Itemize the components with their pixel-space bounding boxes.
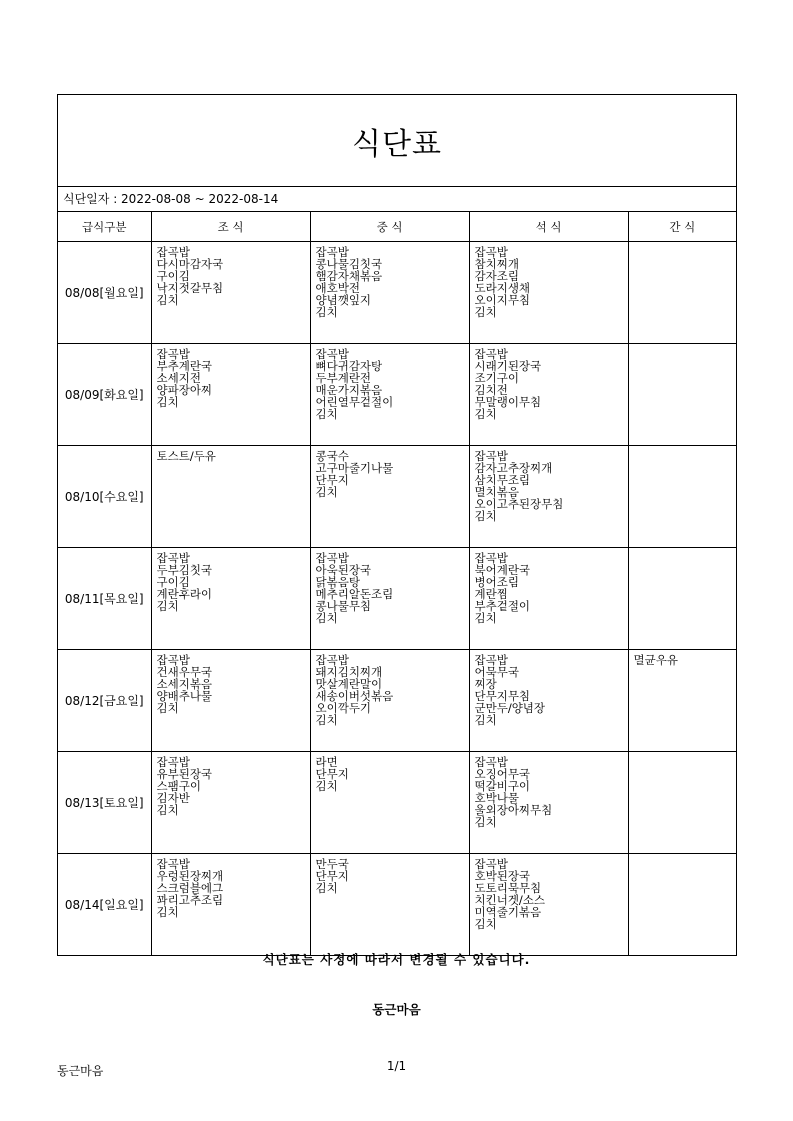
dish-item: 떡갈비구이: [474, 780, 531, 792]
dish-item: 김치: [315, 780, 338, 792]
dish-item: 병어조림: [474, 576, 519, 588]
breakfast-cell: [151, 344, 310, 446]
menu-table: [58, 212, 736, 955]
dish-item: 고구마줄기나물: [315, 462, 394, 474]
dish-item: 김치: [315, 882, 338, 894]
dish-item: 김치: [315, 612, 338, 624]
dish-item: 스크럼블에그: [156, 882, 224, 894]
lunch-cell: [310, 752, 469, 854]
dish-item: 만두국: [315, 858, 349, 870]
dish-item: 단무지: [315, 474, 349, 486]
dish-item: 잡곡밥: [156, 756, 190, 768]
snack-cell: [628, 242, 736, 344]
page-title: 식단표: [58, 95, 736, 187]
day-row: [58, 344, 736, 446]
period-tilde: ~: [190, 192, 209, 206]
dish-item: 김치: [474, 612, 497, 624]
header-lunch: 중 식: [310, 212, 469, 242]
day-row: [58, 854, 736, 956]
dish-item: 멸균우유: [633, 654, 678, 666]
breakfast-cell: [151, 548, 310, 650]
dish-item: 김치: [474, 510, 497, 522]
dish-item: 건새우무국: [156, 666, 213, 678]
dish-item: 꽈리고추조림: [156, 894, 224, 906]
period-label: 식단일자: [63, 192, 110, 206]
dish-item: 돼지김치찌개: [315, 666, 383, 678]
dish-item: 찌장: [474, 678, 497, 690]
dish-item: 콩나물김칫국: [315, 258, 383, 270]
dish-item: 오이지무침: [474, 294, 531, 306]
dish-item: 잡곡밥: [315, 552, 349, 564]
dish-item: 울외장아찌무침: [474, 804, 553, 816]
dish-item: 메추리알돈조림: [315, 588, 394, 600]
dish-item: 단무지: [315, 870, 349, 882]
dish-item: 감자고추장찌개: [474, 462, 553, 474]
dish-item: 계란찜: [474, 588, 508, 600]
dish-item: 매운가지볶음: [315, 384, 383, 396]
page-number: 1/1: [386, 1059, 407, 1073]
dish-item: 콩나물무침: [315, 600, 372, 612]
header-category: 급식구분: [58, 212, 151, 242]
dish-item: 오징어무국: [474, 768, 531, 780]
dish-item: 라면: [315, 756, 338, 768]
dish-item: 다시마감자국: [156, 258, 224, 270]
day-date: 08/14[일요일]: [58, 854, 151, 956]
dish-item: 잡곡밥: [156, 246, 190, 258]
dish-item: 맛살계란말이: [315, 678, 383, 690]
dish-item: 김치전: [474, 384, 508, 396]
dish-item: 콩국수: [315, 450, 349, 462]
breakfast-cell: [151, 446, 310, 548]
dish-item: 조기구이: [474, 372, 519, 384]
lunch-cell: [310, 854, 469, 956]
dish-item: 낙지젓갈무침: [156, 282, 224, 294]
dish-item: 새송이버섯볶음: [315, 690, 394, 702]
dish-item: 잡곡밥: [474, 348, 508, 360]
day-row: [58, 752, 736, 854]
dish-item: 구이김: [156, 576, 190, 588]
breakfast-cell: [151, 650, 310, 752]
dish-item: 잡곡밥: [156, 654, 190, 666]
dish-item: 김치: [474, 918, 497, 930]
dish-item: 오이깍두기: [315, 702, 372, 714]
snack-cell: [628, 752, 736, 854]
dinner-cell: [469, 752, 628, 854]
day-row: [58, 650, 736, 752]
dish-item: 어묵무국: [474, 666, 519, 678]
snack-cell: [628, 548, 736, 650]
snack-cell: [628, 344, 736, 446]
dish-item: 아욱된장국: [315, 564, 372, 576]
breakfast-cell: [151, 242, 310, 344]
day-date: 08/08[월요일]: [58, 242, 151, 344]
period-start: 2022-08-08: [121, 192, 191, 206]
dish-item: 감자조림: [474, 270, 519, 282]
breakfast-cell: [151, 854, 310, 956]
dish-item: 잡곡밥: [474, 450, 508, 462]
period-end: 2022-08-14: [208, 192, 279, 206]
dish-item: 부추겉절이: [474, 600, 531, 612]
dish-item: 잡곡밥: [156, 552, 190, 564]
dish-item: 애호박전: [315, 282, 360, 294]
dish-item: 김치: [315, 486, 338, 498]
dish-item: 잡곡밥: [474, 654, 508, 666]
lunch-cell: [310, 650, 469, 752]
header-snack: 간 식: [628, 212, 736, 242]
dish-item: 스팸구이: [156, 780, 201, 792]
dish-item: 김치: [156, 804, 179, 816]
change-notice: 식단표는 사정에 따라서 변경될 수 있습니다.: [262, 952, 531, 967]
dish-item: 김치: [474, 408, 497, 420]
dish-item: 도라지생채: [474, 282, 531, 294]
dish-item: 뼈다귀감자탕: [315, 360, 383, 372]
dish-item: 김치: [156, 294, 179, 306]
organization-name: 동근마음: [372, 1002, 421, 1017]
dish-item: 잡곡밥: [315, 348, 349, 360]
snack-cell: [628, 650, 736, 752]
lunch-cell: [310, 548, 469, 650]
dish-item: 두부계란전: [315, 372, 372, 384]
lunch-cell: [310, 446, 469, 548]
dinner-cell: [469, 344, 628, 446]
dish-item: 치킨너겟/소스: [474, 894, 546, 906]
dish-item: 군만두/양념장: [474, 702, 546, 714]
dish-item: 두부김칫국: [156, 564, 213, 576]
dish-item: 호박된장국: [474, 870, 531, 882]
dish-item: 유부된장국: [156, 768, 213, 780]
dinner-cell: [469, 854, 628, 956]
dish-item: 참치찌개: [474, 258, 519, 270]
dish-item: 잡곡밥: [315, 654, 349, 666]
dish-item: 김치: [315, 714, 338, 726]
lunch-cell: [310, 344, 469, 446]
day-row: [58, 242, 736, 344]
dish-item: 김치: [474, 714, 497, 726]
snack-cell: [628, 854, 736, 956]
dish-item: 시래기된장국: [474, 360, 542, 372]
header-breakfast: 조 식: [151, 212, 310, 242]
dish-item: 햄감자채볶음: [315, 270, 383, 282]
dish-item: 잡곡밥: [315, 246, 349, 258]
day-row: [58, 548, 736, 650]
dish-item: 계란후라이: [156, 588, 213, 600]
dish-item: 양파장아찌: [156, 384, 213, 396]
dish-item: 김치: [315, 306, 338, 318]
dish-item: 소세지전: [156, 372, 201, 384]
dish-item: 부추계란국: [156, 360, 213, 372]
dish-item: 단무지: [315, 768, 349, 780]
dish-item: 김치: [156, 396, 179, 408]
dish-item: 오이고추된장무침: [474, 498, 564, 510]
dish-item: 단무지무침: [474, 690, 531, 702]
dish-item: 어린열무겉절이: [315, 396, 394, 408]
dish-item: 닭볶음탕: [315, 576, 360, 588]
dish-item: 호박나물: [474, 792, 519, 804]
dish-item: 김치: [315, 408, 338, 420]
header-dinner: 석 식: [469, 212, 628, 242]
menu-sheet: [57, 94, 737, 956]
dish-item: 미역줄기볶음: [474, 906, 542, 918]
dish-item: 김치: [156, 906, 179, 918]
day-row: [58, 446, 736, 548]
dinner-cell: [469, 446, 628, 548]
dish-item: 김자반: [156, 792, 190, 804]
day-date: 08/09[화요일]: [58, 344, 151, 446]
footer-organization: 동근마음: [57, 1064, 104, 1078]
dish-item: 양배추나물: [156, 690, 213, 702]
menu-body: [58, 242, 736, 956]
header-row: [58, 212, 736, 242]
dish-item: 양념깻잎지: [315, 294, 372, 306]
dish-item: 우렁된장찌개: [156, 870, 224, 882]
day-date: 08/12[금요일]: [58, 650, 151, 752]
dinner-cell: [469, 242, 628, 344]
period-separator: :: [109, 192, 122, 206]
dish-item: 도토리묵무침: [474, 882, 542, 894]
dish-item: 잡곡밥: [156, 348, 190, 360]
day-date: 08/13[토요일]: [58, 752, 151, 854]
day-date: 08/10[수요일]: [58, 446, 151, 548]
dish-item: 무말랭이무침: [474, 396, 542, 408]
dinner-cell: [469, 650, 628, 752]
dish-item: 토스트/두유: [156, 450, 216, 462]
dish-item: 북어계란국: [474, 564, 531, 576]
period-row: [58, 187, 736, 212]
dish-item: 김치: [156, 702, 179, 714]
dish-item: 잡곡밥: [156, 858, 190, 870]
dinner-cell: [469, 548, 628, 650]
dish-item: 잡곡밥: [474, 858, 508, 870]
dish-item: 김치: [474, 306, 497, 318]
snack-cell: [628, 446, 736, 548]
day-date: 08/11[목요일]: [58, 548, 151, 650]
dish-item: 김치: [474, 816, 497, 828]
dish-item: 잡곡밥: [474, 756, 508, 768]
dish-item: 잡곡밥: [474, 246, 508, 258]
dish-item: 멸치볶음: [474, 486, 519, 498]
dish-item: 삼치무조림: [474, 474, 531, 486]
dish-item: 소세지볶음: [156, 678, 213, 690]
dish-item: 잡곡밥: [474, 552, 508, 564]
lunch-cell: [310, 242, 469, 344]
dish-item: 구이김: [156, 270, 190, 282]
dish-item: 김치: [156, 600, 179, 612]
breakfast-cell: [151, 752, 310, 854]
